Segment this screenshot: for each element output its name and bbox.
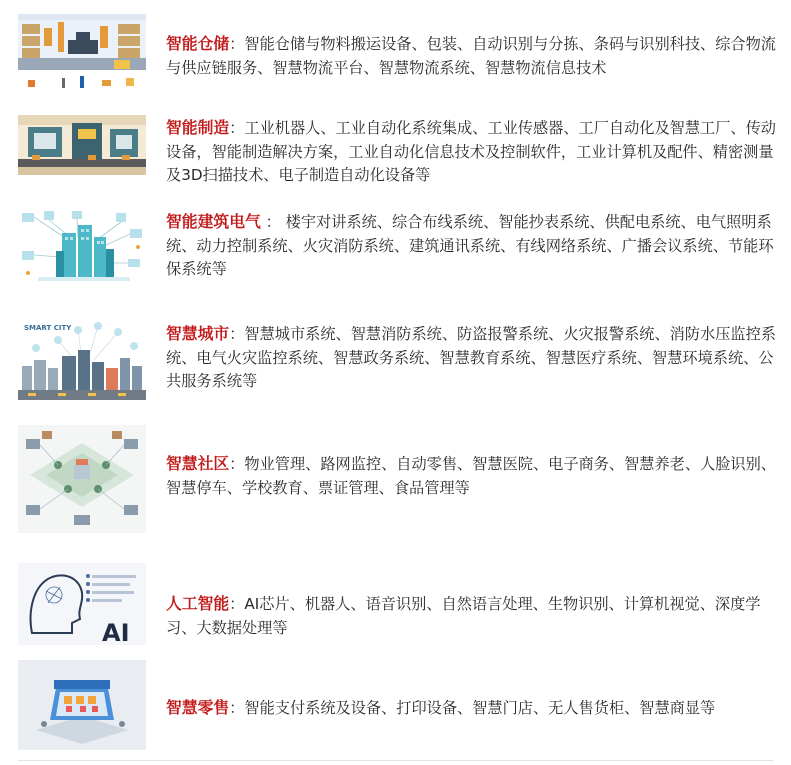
section-title: 智能建筑电气: [166, 212, 261, 231]
section-body: AI芯片、机器人、语音识别、自然语言处理、生物识别、计算机视觉、深度学习、大数据处理等: [166, 595, 761, 637]
section-text: [166, 210, 779, 282]
section-separator: ：: [229, 455, 245, 473]
section-body: 智慧城市系统、智慧消防系统、防盗报警系统、火灾报警系统、消防水压监控系统、电气火灾监控系统、智慧政务系统、智慧教育系统、智慧医疗系统、智慧环境系统、公共服务系统等: [166, 325, 776, 390]
section-separator: ：: [229, 119, 245, 137]
ai-caption: AI: [102, 619, 130, 645]
smart-city-caption: SMART CITY: [24, 324, 72, 332]
section-title: 智能仓储: [166, 34, 230, 53]
section-text: [166, 592, 779, 640]
section-separator: ：: [229, 699, 245, 717]
retail-image: [18, 660, 146, 750]
section-separator: ：: [229, 595, 245, 613]
section-separator: ：: [229, 325, 245, 343]
section-separator: ：: [229, 35, 245, 53]
factory-image: [18, 115, 146, 175]
section-body: 工业机器人、工业自动化系统集成、工业传感器、工厂自动化及智慧工厂、传动设备，智能制造解决方案，工业自动化信息技术及控制软件，工业计算机及配件、精密测量及3D扫描技术、电子制造自动化设备等: [166, 119, 776, 184]
ai-image: [18, 563, 146, 645]
section-text: [166, 116, 779, 188]
community-image: [18, 425, 146, 533]
section-text: [166, 322, 779, 394]
section-text: [166, 452, 779, 500]
section-text: [166, 32, 779, 80]
section-title: 智慧社区: [166, 454, 230, 473]
section-body: 楼宇对讲系统、综合布线系统、智能抄表系统、供配电系统、电气照明系统、动力控制系统、火灾消防系统、建筑通讯系统、有线网络系统、广播会议系统、节能环保系统等: [166, 213, 774, 278]
section-title: 人工智能: [166, 594, 230, 613]
bottom-divider: [18, 760, 773, 761]
section-body: 智能仓储与物料搬运设备、包装、自动识别与分拣、条码与识别科技、综合物流与供应链服务、智慧物流平台、智慧物流系统、智慧物流信息技术: [166, 35, 776, 77]
smart-city-image: [18, 316, 146, 400]
section-title: 智慧零售: [166, 698, 230, 717]
section-title: 智能制造: [166, 118, 230, 137]
section-body: 物业管理、路网监控、自动零售、智慧医院、电子商务、智慧养老、人脸识别、智慧停车、学校教育、票证管理、食品管理等: [166, 455, 776, 497]
section-title: 智慧城市: [166, 324, 230, 343]
building-image: [18, 207, 146, 287]
section-separator: ：: [260, 213, 286, 231]
warehouse-image: [18, 14, 146, 94]
section-text: [166, 696, 779, 721]
section-body: 智能支付系统及设备、打印设备、智慧门店、无人售货柜、智慧商显等: [244, 699, 716, 717]
